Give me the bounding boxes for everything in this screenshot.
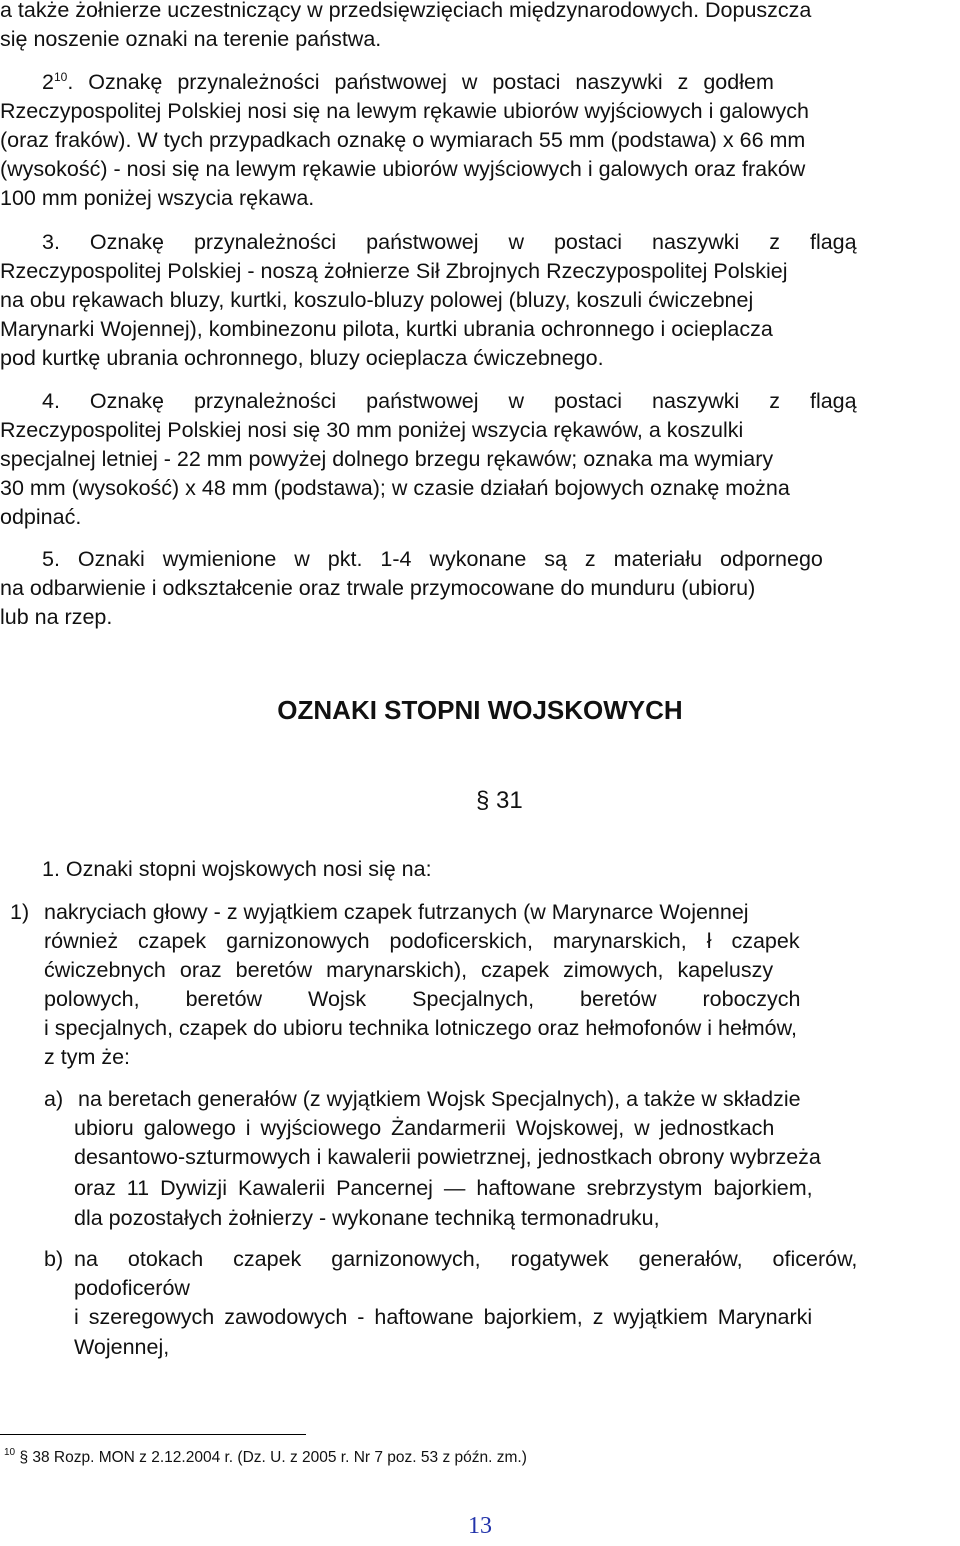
footnote-text: § 38 Rozp. MON z 2.12.2004 r. (Dz. U. z 2005 r. Nr 7 poz. 53 z późn. zm.) (19, 1449, 527, 1466)
item-a-line-2: ubioru galowego i wyjściowego Żandarmerii Wojskowej, w jednostkach (74, 1116, 775, 1140)
para-4-line-5: odpinać. (0, 505, 82, 529)
para-4-line-3: specjalnej letniej - 22 mm powyżej dolnego brzegu rękawów; oznaka ma wymiary (0, 447, 774, 471)
para-2-number: 2 (42, 70, 54, 94)
para-5-line-1: 5. Oznaki wymienione w pkt. 1-4 wykonane są z materiału odpornego (42, 547, 823, 571)
item-a-line-5: dla pozostałych żołnierzy - wykonane techniką termonadruku, (74, 1206, 660, 1230)
para-3-line-1: 3. Oznakę przynależności państwowej w postaci naszywki z flagą (42, 230, 857, 254)
footnote-ref: 10 (53, 70, 68, 84)
para-2-line-4: (wysokość) - nosi się na lewym rękawie ubiorów wyjściowych i galowych oraz fraków (0, 157, 806, 181)
para-4-line-1: 4. Oznakę przynależności państwowej w postaci naszywki z flagą (42, 389, 857, 413)
item-1-line-6: z tym że: (44, 1045, 131, 1069)
page-number: 13 (468, 1513, 492, 1539)
para-5-line-2: na odbarwienie i odkształcenie oraz trwale przymocowane do munduru (ubioru) (0, 576, 756, 600)
para-3-line-3: na obu rękawach bluzy, kurtki, koszulo-bluzy polowej (bluzy, koszuli ćwiczebnej (0, 288, 754, 312)
point-1-intro: 1. Oznaki stopni wojskowych nosi się na: (42, 857, 432, 881)
item-b-line-4: Wojennej, (74, 1335, 170, 1359)
para-top-line-1: a także żołnierze uczestniczący w przedsięwzięciach międzynarodowych. Dopuszcza (0, 0, 812, 22)
item-b-label: b) (44, 1247, 64, 1271)
para-2-line-1 (42, 68, 774, 97)
item-b-line-2: podoficerów (74, 1276, 190, 1300)
footnote (4, 1447, 527, 1469)
item-b-line-1: na otokach czapek garnizonowych, rogatywek generałów, oficerów, (74, 1247, 858, 1271)
para-2-text: . Oznakę przynależności państwowej w postaci naszywki z godłem (67, 70, 774, 94)
footnote-number: 10 (4, 1447, 16, 1458)
item-1-line-2: również czapek garnizonowych podoficerskich, marynarskich, ł czapek (44, 929, 800, 953)
para-5-line-3: lub na rzep. (0, 605, 113, 629)
para-2-line-5: 100 mm poniżej wszycia rękawa. (0, 186, 315, 210)
item-1-line-3: ćwiczebnych oraz beretów marynarskich), czapek zimowych, kapeluszy (44, 958, 774, 982)
para-2-line-3: (oraz fraków). W tych przypadkach oznakę o wymiarach 55 mm (podstawa) x 66 mm (0, 128, 806, 152)
item-a-line-3: desantowo-szturmowych i kawalerii powietrznej, jednostkach obrony wybrzeża (74, 1145, 821, 1169)
item-1-line-4: polowych, beretów Wojsk Specjalnych, beretów roboczych (44, 987, 801, 1011)
item-1-number: 1) (10, 900, 30, 924)
footnote-divider (0, 1434, 306, 1435)
item-a-label: a) (44, 1087, 64, 1111)
section-heading: OZNAKI STOPNI WOJSKOWYCH (277, 695, 683, 725)
item-1-line-1: nakryciach głowy - z wyjątkiem czapek futrzanych (w Marynarce Wojennej (44, 900, 749, 924)
item-1-line-5: i specjalnych, czapek do ubioru technika lotniczego oraz hełmofonów i hełmów, (44, 1016, 797, 1040)
item-a-line-4: oraz 11 Dywizji Kawalerii Pancernej — haftowane srebrzystym bajorkiem, (74, 1176, 813, 1200)
para-3-line-5: pod kurtkę ubrania ochronnego, bluzy ocieplacza ćwiczebnego. (0, 346, 604, 370)
para-4-line-2: Rzeczypospolitej Polskiej nosi się 30 mm poniżej wszycia rękawów, a koszulki (0, 418, 744, 442)
para-top-line-2: się noszenie oznaki na terenie państwa. (0, 27, 382, 51)
para-2-line-2: Rzeczypospolitej Polskiej nosi się na lewym rękawie ubiorów wyjściowych i galowych (0, 99, 809, 123)
section-number: § 31 (476, 787, 523, 814)
para-3-line-2: Rzeczypospolitej Polskiej - noszą żołnierze Sił Zbrojnych Rzeczypospolitej Polskiej (0, 259, 788, 283)
para-4-line-4: 30 mm (wysokość) x 48 mm (podstawa); w czasie działań bojowych oznakę można (0, 476, 790, 500)
para-3-line-4: Marynarki Wojennej), kombinezonu pilota, kurtki ubrania ochronnego i ocieplacza (0, 317, 773, 341)
item-b-line-3: i szeregowych zawodowych - haftowane bajorkiem, z wyjątkiem Marynarki (74, 1305, 813, 1329)
item-a-line-1: na beretach generałów (z wyjątkiem Wojsk Specjalnych), a także w składzie (78, 1087, 801, 1111)
